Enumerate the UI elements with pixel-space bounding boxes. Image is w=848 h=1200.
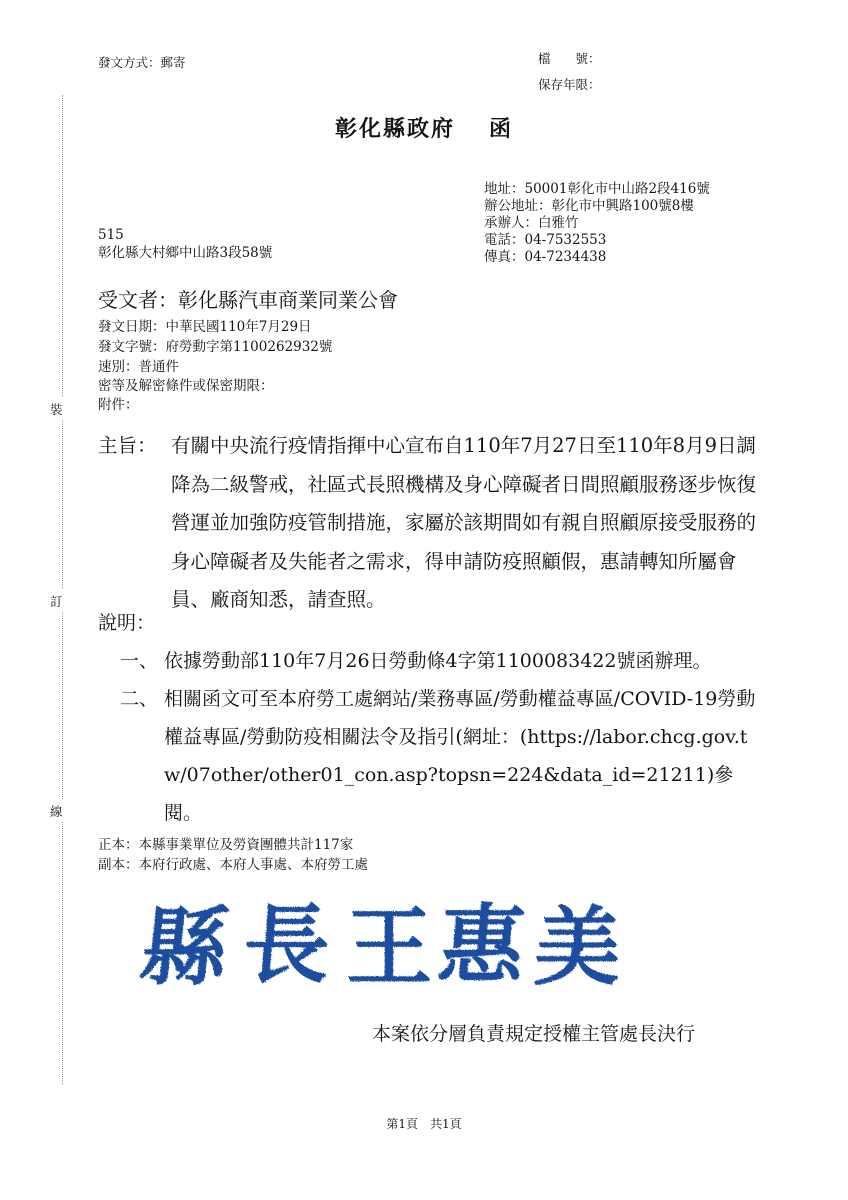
delegation-note: 本案依分層負責規定授權主管處長決行 [372,1023,696,1045]
sender-phone: 電話：04-7532553 [484,232,607,248]
retention-label: 保存年限： [538,77,601,92]
recipient-address: 彰化縣大村鄉中山路3段58號 [98,245,273,261]
secrecy-level: 密等及解密條件或保密期限： [98,378,274,394]
document-title [0,112,848,143]
binding-mark-ding: 訂 [50,590,63,612]
delivery-speed: 速別：普通件 [98,359,179,375]
page-number: 第1頁 共1頁 [386,1117,462,1131]
svg-text:王: 王 [346,897,432,998]
binding-mark-zhuang: 裝 [50,398,63,420]
document-type: 函 [489,116,514,142]
explanation-item [120,680,770,832]
item-number: 二、 [120,688,159,710]
item-number: 一、 [120,650,159,672]
attachments: 附件： [98,397,139,413]
original-recipients: 正本：本縣事業單位及勞資團體共計117家 [98,837,354,853]
subject-section [98,427,766,620]
svg-text:美: 美 [532,897,624,998]
sender-handler: 承辦人：白雅竹 [484,215,579,231]
svg-text:長: 長 [240,895,334,996]
item-text: 依據勞動部110年7月26日勞動條4字第1100083422號函辦理。 [164,650,712,672]
sender-address: 地址：50001彰化市中山路2段416號 [484,181,710,197]
svg-text:縣: 縣 [136,897,233,998]
svg-text:惠: 惠 [434,895,530,996]
binding-mark-xian: 線 [50,800,63,822]
file-number-label: 檔 號： [538,51,601,66]
sender-office-address: 辦公地址：彰化市中興路100號8樓 [484,198,694,214]
explanation-item [120,642,770,680]
signature-stamp [136,885,624,998]
recipient-zip: 515 [98,227,124,243]
sender-fax: 傳真：04-7234438 [484,249,607,265]
agency-name: 彰化縣政府 [334,116,455,142]
recipient-line: 受文者：彰化縣汽車商業同業公會 [98,288,398,312]
copy-recipients: 副本：本府行政處、本府人事處、本府勞工處 [98,857,368,873]
item-text: 相關函文可至本府勞工處網站/業務專區/勞動權益專區/COVID-19勞動權益專區/勞動防疫相關法令及指引(網址：(https://labor.chcg.gov.tw/07other/other01_con.asp?topsn=224&data_id=21211)參閱。 [164,688,756,824]
document-number: 發文字號：府勞動字第1100262932號 [98,339,333,355]
issue-date: 發文日期：中華民國110年7月29日 [98,319,312,335]
subject-text: 有關中央流行疫情指揮中心宣布自110年7月27日至110年8月9日調降為二級警戒，社區式長照機構及身心障礙者日間照顧服務逐步恢復營運並加強防疫管制措施，家屬於該期間如有親自照顧原接受服務的身心障礙者及失能者之需求，得申請防疫照顧假，惠請轉知所屬會員、廠商知悉，請查照。 [171,434,757,611]
subject-label: 主旨： [98,434,157,457]
explanation-label: 說明： [98,612,156,634]
send-method: 發文方式：郵寄 [98,55,186,70]
